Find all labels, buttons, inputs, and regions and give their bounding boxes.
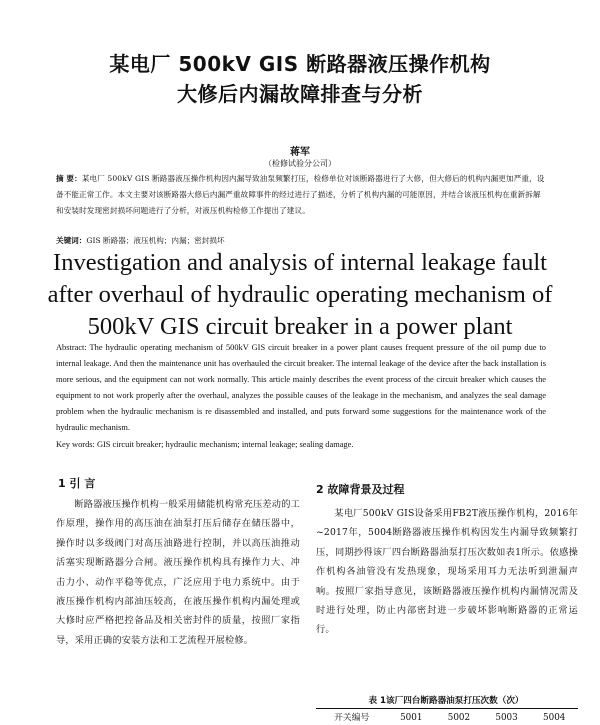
english-abstract: Abstract: The hydraulic operating mechanism of 500kV GIS circuit breaker in a power plant causes frequent pressure of the oil pump due to internal leakage. And then the maintenance unit has overhauled the circuit breaker. The internal leakage of the device after the back installation is more serious, and the equipment can not work normally. This article mainly describes the event process of the circuit breaker which causes the equipment to not work properly after the overhaul, analyzes the possible causes of the leakage in the mechanism, and analyzes the seal damage problem when the hydraulic mechanism is re disassembled and installed, and puts forward some suggestions for the maintenance work of the hydraulic mechanism. [56, 343, 546, 432]
chinese-title-line-2: 大修后内漏故障排查与分析 [177, 82, 423, 106]
section-2-body: 某电厂500kV GIS设备采用FB2T液压操作机构，2016年~2017年，5004断路器液压操作机构因发生内漏导致频繁打压，同期抄得该厂四台断路器油泵打压次数如表1所示。依感操作机构各油管没有发热现象，现场采用耳力无法听到泄漏声响。按照厂家指导意见，该断路器液压操作机构内漏情况需及时进行处理，防止内部密封进一步破坏影响断路器的正常运行。 [316, 508, 578, 636]
table-1 [316, 708, 578, 725]
table-1-header-row [316, 709, 578, 725]
chinese-keywords-label: 关键词： [56, 236, 87, 245]
chinese-title-line-1: 某电厂 500kV GIS 断路器液压操作机构 [109, 52, 491, 76]
chinese-abstract-label: 摘 要： [56, 174, 82, 183]
section-2-heading: 2 故障背景及过程 [316, 483, 405, 496]
english-title-line-2: after overhaul of hydraulic operating mechanism of [47, 281, 553, 308]
author-affiliation: （检修试验分公司） [264, 159, 336, 168]
english-title-line-1: Investigation and analysis of internal leakage fault [53, 249, 547, 276]
table-header-cell: 开关编号 [334, 713, 370, 723]
table-header-cell: 5004 [543, 713, 566, 723]
table-1-caption: 表 1该厂四台断路器油泵打压次数（次） [368, 696, 524, 706]
section-1-heading: 1 引 言 [58, 477, 96, 490]
section-1-body: 断路器液压操作机构一般采用储能机构常充压差动的工作原理，操作用的高压油在油泵打压后储存在储压器中，操作时以多级阀门对高压油路进行控制，并以高压油推动活塞实现断路器分合闸。液压操作机构具有操作力大、冲击力小、动作平稳等优点，广泛应用于电力系统中。由于液压操作机构内部油压较高，在液压操作机构内漏处理或大修时应严格把控备品及相关密封件的质量，按照厂家指导，采用正确的安装方法和工艺流程开展检修。 [56, 499, 300, 646]
table-header-cell: 5002 [447, 713, 471, 723]
chinese-keywords-text: GIS 断路器；液压机构；内漏；密封损坏 [86, 236, 225, 245]
chinese-abstract [56, 171, 546, 219]
english-title-line-3: 500kV GIS circuit breaker in a power plant [87, 313, 513, 340]
table-header-cell: 5003 [495, 713, 518, 723]
table-header-cell: 5001 [400, 713, 423, 723]
chinese-abstract-text: 某电厂 500kV GIS 断路器液压操作机构因内漏导致油泵频繁打压，检修单位对该断路器进行了大修，但大修后的机构内漏更加严重，设备不能正常工作。本文主要对该断路器大修后内漏严重故障事件的经过进行了描述，分析了机构内漏的可能原因，并结合该液压机构在重新拆解和安装时发现密封损坏问题进行了分析，对液压机构检修工作提出了建议。 [56, 174, 545, 215]
author-name: 蒋军 [290, 147, 310, 158]
chinese-keywords [56, 234, 546, 248]
english-keywords: Key words: GIS circuit breaker; hydraulic mechanism; internal leakage; sealing damage. [56, 440, 354, 449]
